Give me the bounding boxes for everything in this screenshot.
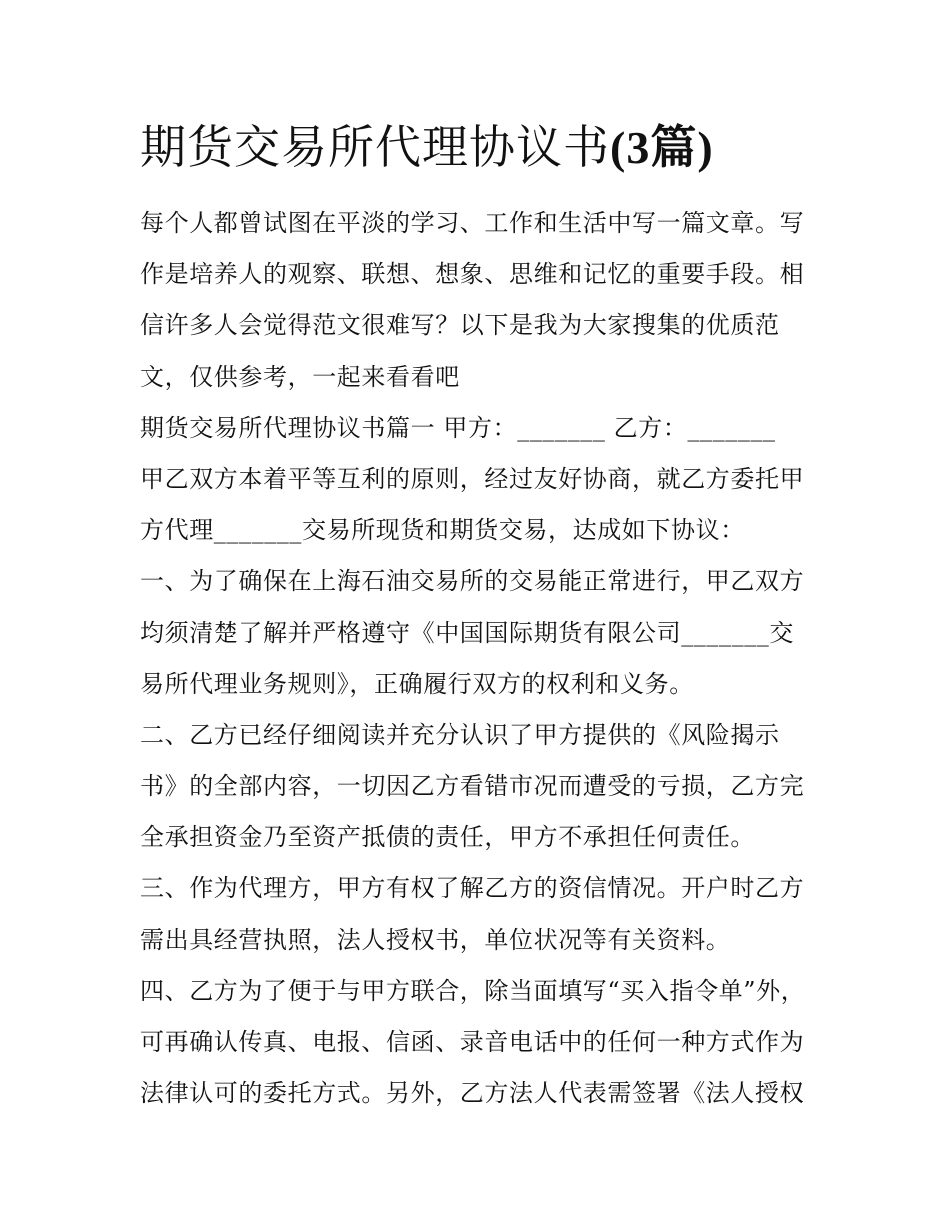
clause-line: 法律认可的委托方式。另外，乙方法人代表需签署《法人授权 (140, 1079, 805, 1108)
body-line: 方代理_______交易所现货和期货交易，达成如下协议： (140, 516, 745, 545)
clause-line: 书》的全部内容，一切因乙方看错市况而遭受的亏损，乙方完 (140, 772, 805, 801)
clause-line: 均须清楚了解并严格遵守《中国国际期货有限公司_______交 (140, 618, 794, 647)
document-title-suffix: (3篇) (610, 122, 714, 173)
body-line: 作是培养人的观察、联想、想象、思维和记忆的重要手段。相 (140, 260, 805, 289)
clause-line: 一、为了确保在上海石油交易所的交易能正常进行，甲乙双方 (140, 567, 805, 596)
document-title-main: 期货交易所代理协议书 (140, 120, 610, 174)
clause-line: 全承担资金乃至资产抵债的责任，甲方不承担任何责任。 (140, 823, 755, 852)
body-line: 甲乙双方本着平等互利的原则，经过友好协商，就乙方委托甲 (140, 464, 805, 493)
clause-line: 可再确认传真、电报、信函、录音电话中的任何一种方式作为 (140, 1028, 805, 1056)
section-heading-line: 期货交易所代理协议书篇一 甲方：_______ 乙方：_______ (140, 413, 776, 442)
body-line: 每个人都曾试图在平淡的学习、工作和生活中写一篇文章。写 (140, 209, 805, 237)
clause-line: 三、作为代理方，甲方有权了解乙方的资信情况。开户时乙方 (140, 874, 805, 903)
clause-line: 易所代理业务规则》，正确履行双方的权利和义务。 (140, 669, 694, 698)
clause-line: 需出具经营执照，法人授权书，单位状况等有关资料。 (140, 925, 731, 954)
body-line: 信许多人会觉得范文很难写？以下是我为大家搜集的优质范 (140, 311, 780, 340)
clause-line: 四、乙方为了便于与甲方联合，除当面填写“买入指令单”外， (140, 976, 806, 1005)
body-line: 文，仅供参考，一起来看看吧 (140, 362, 460, 391)
document-body (140, 198, 820, 1119)
document-title (140, 118, 714, 177)
clause-line: 二、乙方已经仔细阅读并充分认识了甲方提供的《风险揭示 (140, 720, 780, 749)
